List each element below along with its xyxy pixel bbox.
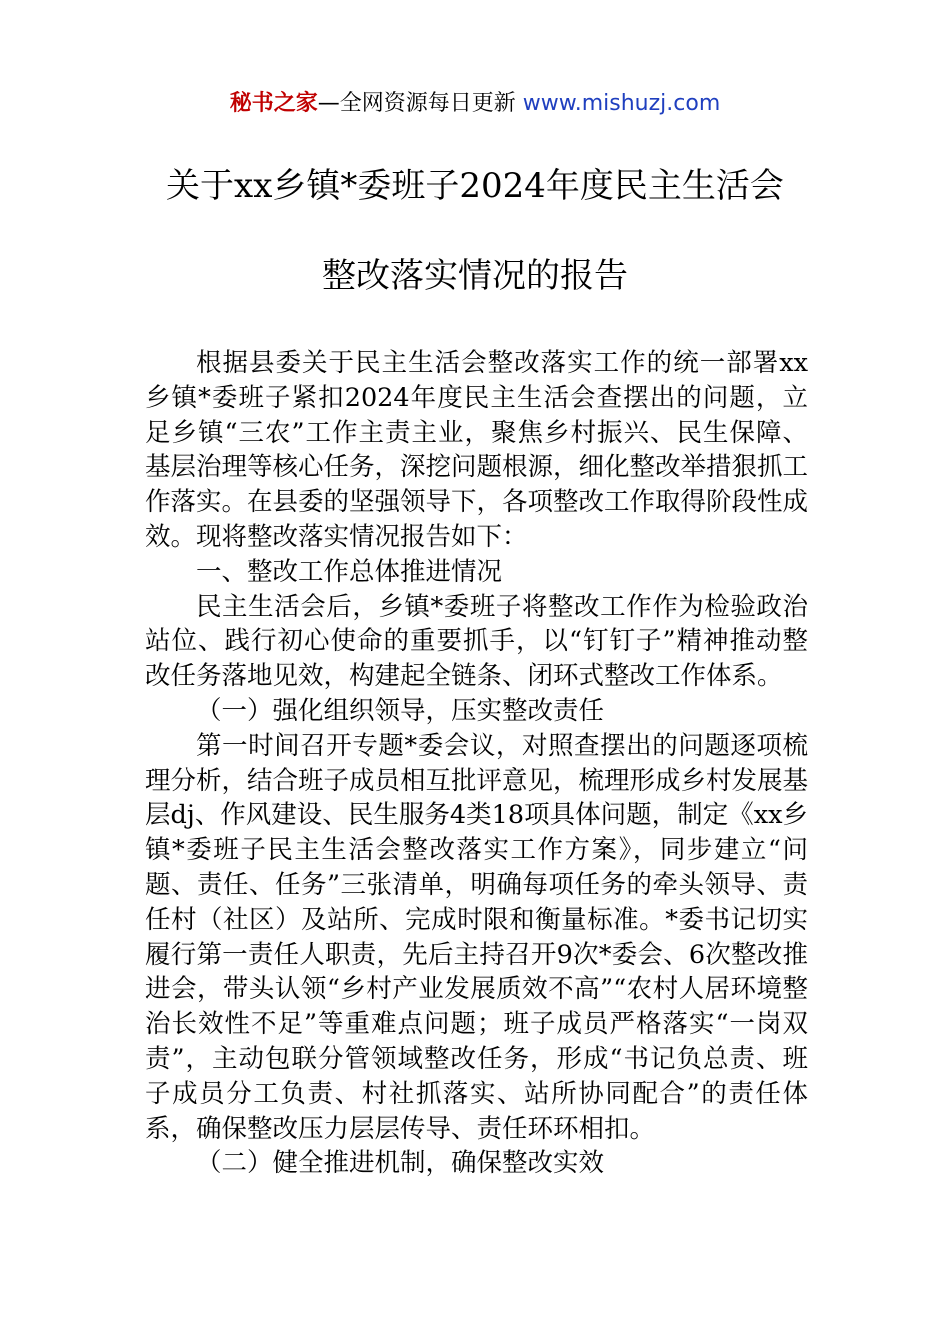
document-title-line-2: 整改落实情况的报告 <box>322 256 628 296</box>
intro-paragraph: 根据县委关于民主生活会整改落实工作的统一部署xx乡镇*委班子紧扣2024年度民主生活会查摆出的问题，立足乡镇“三农”工作主责主业，聚焦乡村振兴、民生保障、基层治理等核心任务，深挖问题根源，细化整改举措狠抓工作落实。在县委的坚强领导下，各项整改工作取得阶段性成效。现将整改落实情况报告如下： <box>145 348 809 552</box>
document-body <box>145 346 808 1181</box>
subsection-heading-1: （一）强化组织领导，压实整改责任 <box>196 695 605 726</box>
subsection-1-paragraph: 第一时间召开专题*委会议，对照查摆出的问题逐项梳理分析，结合班子成员相互批评意见，梳理形成乡村发展基层dj、作风建设、民生服务4类18项具体问题，制定《xx乡镇*委班子民主生活会整改落实工作方案》，同步建立“问题、责任、任务”三张清单，明确每项任务的牵头领导、责任村（社区）及站所、完成时限和衡量标准。*委书记切实履行第一责任人职责，先后主持召开9次*委会、6次整改推进会，带头认领“乡村产业发展质效不高”“农村人居环境整治长效性不足”等重难点问题；班子成员严格落实“一岗双责”，主动包联分管领域整改任务，形成“书记负总责、班子成员分工负责、村社抓落实、站所协同配合”的责任体系，确保整改压力层层传导、责任环环相扣。 <box>145 730 809 1144</box>
site-header <box>0 88 950 120</box>
site-url-link[interactable]: www.mishuzj.com <box>522 91 721 116</box>
section-1-paragraph: 民主生活会后，乡镇*委班子将整改工作作为检验政治站位、践行初心使命的重要抓手，以“钉钉子”精神推动整改任务落地见效，构建起全链条、闭环式整改工作体系。 <box>145 591 808 692</box>
subsection-heading-2: （二）健全推进机制，确保整改实效 <box>196 1148 605 1179</box>
document-title-line-1: 关于xx乡镇*委班子2024年度民主生活会 <box>166 166 784 206</box>
site-name: 秘书之家 <box>229 91 318 116</box>
site-tagline: —全网资源每日更新 <box>317 91 523 116</box>
section-heading-1: 一、整改工作总体推进情况 <box>196 556 503 587</box>
